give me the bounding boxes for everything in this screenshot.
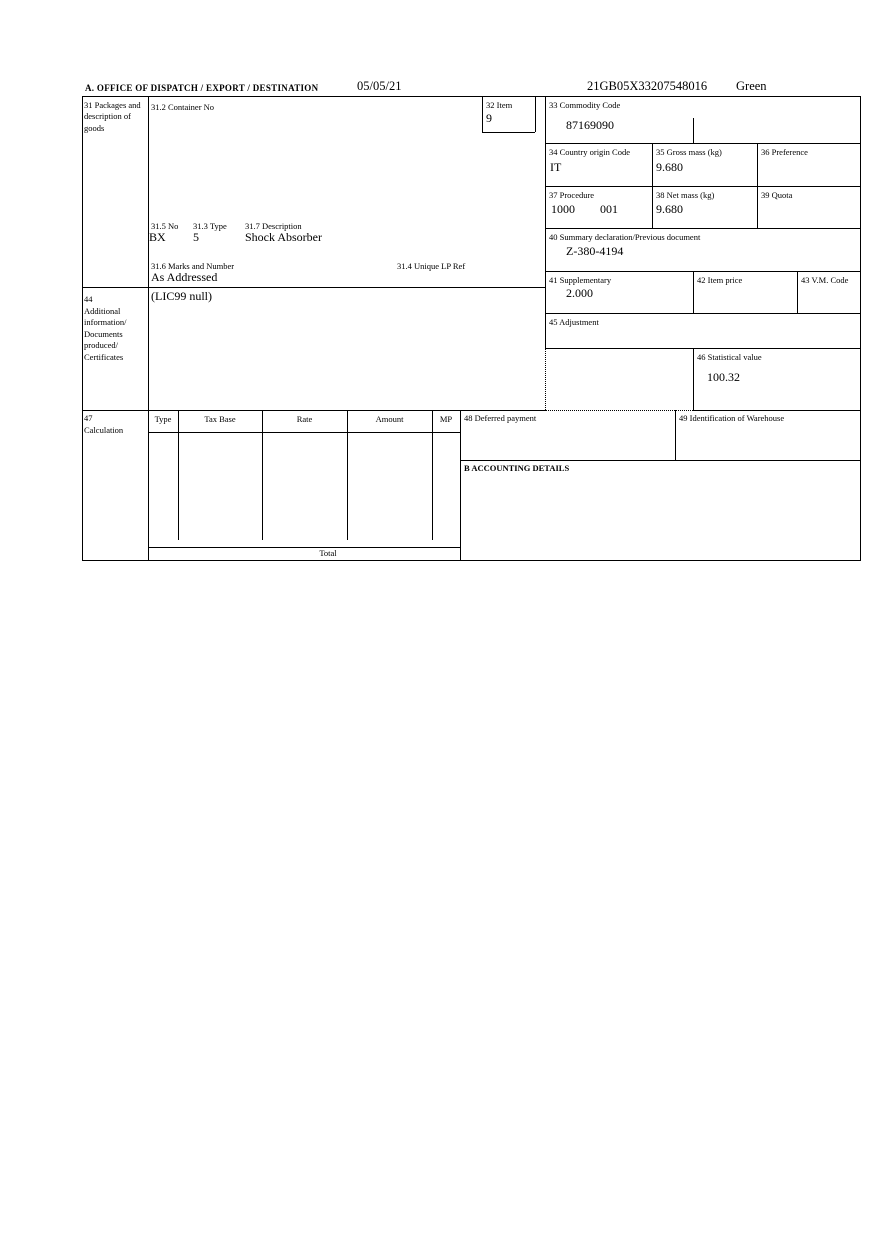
grid-line	[545, 228, 860, 229]
calc-col-rate: Rate	[296, 414, 313, 424]
office-of-dispatch-label: A. OFFICE OF DISPATCH / EXPORT / DESTINATION	[85, 83, 319, 93]
table-header-underline	[148, 432, 460, 433]
routing-status: Green	[736, 79, 767, 93]
box31-no-value: BX	[149, 230, 166, 244]
box31-type-label: 31.3 Type	[193, 221, 227, 231]
box44-side-label: Additional information/ Documents produced/ Certificates	[84, 306, 127, 362]
item-box-left-border	[482, 96, 483, 132]
grid-line	[460, 460, 860, 461]
grid-line	[545, 271, 860, 272]
box32-value: 9	[486, 111, 492, 125]
box44-value: (LIC99 null)	[151, 289, 212, 303]
box37-value: 1000	[551, 202, 575, 216]
box38-value: 9.680	[656, 202, 683, 216]
form-border-right	[860, 96, 861, 561]
grid-line	[545, 348, 860, 349]
calc-col-amount: Amount	[375, 414, 404, 424]
box36-label: 36 Preference	[761, 147, 808, 157]
form-border-left	[82, 96, 83, 561]
box37-label: 37 Procedure	[549, 190, 595, 200]
box40-label: 40 Summary declaration/Previous document	[549, 232, 701, 242]
grid-line	[797, 271, 798, 313]
grid-line	[82, 410, 545, 411]
box47-side-label: Calculation	[84, 425, 124, 435]
right-panel-divider	[545, 96, 546, 348]
table-column-line	[347, 410, 348, 540]
grid-line	[675, 410, 676, 460]
grid-line	[82, 287, 545, 288]
calc-col-mp: MP	[439, 414, 453, 424]
item-box-right-border	[535, 96, 536, 132]
box31-side-label: 31 Packages and description of goods	[84, 100, 141, 133]
box34-label: 34 Country origin Code	[549, 147, 630, 157]
grid-line	[545, 143, 860, 144]
box41-label: 41 Supplementary	[549, 275, 612, 285]
calc-col-tax-base: Tax Base	[204, 414, 236, 424]
box31-marks-label: 31.6 Marks and Number	[151, 261, 235, 271]
box31-type-value: 5	[193, 230, 199, 244]
calc-col-type: Type	[154, 414, 172, 424]
calc-total-label: Total	[319, 548, 337, 558]
grid-line	[545, 313, 860, 314]
box35-label: 35 Gross mass (kg)	[656, 147, 722, 157]
form-border-bottom	[82, 560, 861, 561]
box45-label: 45 Adjustment	[549, 317, 599, 327]
grid-line	[545, 186, 860, 187]
box31-lp-ref-label: 31.4 Unique LP Ref	[397, 261, 466, 271]
box33-value: 87169090	[566, 118, 614, 132]
box47-number: 47	[84, 413, 93, 423]
table-column-line	[178, 410, 179, 540]
box42-label: 42 Item price	[697, 275, 743, 285]
box31-description-label: 31.7 Description	[245, 221, 302, 231]
table-column-line	[432, 410, 433, 540]
grid-line	[693, 271, 694, 313]
box38-label: 38 Net mass (kg)	[656, 190, 715, 200]
box40-value: Z-380-4194	[566, 244, 624, 258]
dotted-vertical-divider	[545, 348, 546, 410]
box44-number: 44	[84, 294, 93, 304]
accounting-details-label: B ACCOUNTING DETAILS	[464, 463, 570, 473]
box48-label: 48 Deferred payment	[464, 413, 537, 423]
box31-container-no-label: 31.2 Container No	[151, 102, 215, 112]
box35-value: 9.680	[656, 160, 683, 174]
form-border-top	[82, 96, 861, 97]
box33-label: 33 Commodity Code	[549, 100, 621, 110]
table-column-line	[262, 410, 263, 540]
box46-value: 100.32	[707, 370, 740, 384]
mrn-number: 21GB05X33207548016	[587, 79, 708, 93]
declaration-date: 05/05/21	[357, 79, 402, 93]
grid-line	[693, 410, 860, 411]
box31-marks-value: As Addressed	[151, 270, 218, 284]
box39-label: 39 Quota	[761, 190, 793, 200]
calculation-right-divider	[460, 410, 461, 560]
box32-label: 32 Item	[486, 100, 513, 110]
box49-label: 49 Identification of Warehouse	[679, 413, 785, 423]
box31-no-label: 31.5 No	[151, 221, 179, 231]
item-box-bottom-border	[482, 132, 535, 133]
box41-value: 2.000	[566, 286, 593, 300]
left-column-divider	[148, 96, 149, 560]
commodity-code-subdivision	[693, 118, 694, 143]
box43-label: 43 V.M. Code	[801, 275, 849, 285]
box34-value: IT	[550, 160, 562, 174]
statistical-value-left-border	[693, 348, 694, 410]
box31-description-value: Shock Absorber	[245, 230, 322, 244]
box46-label: 46 Statistical value	[697, 352, 762, 362]
box37-value2: 001	[600, 202, 618, 216]
dotted-horizontal-divider	[545, 410, 693, 411]
